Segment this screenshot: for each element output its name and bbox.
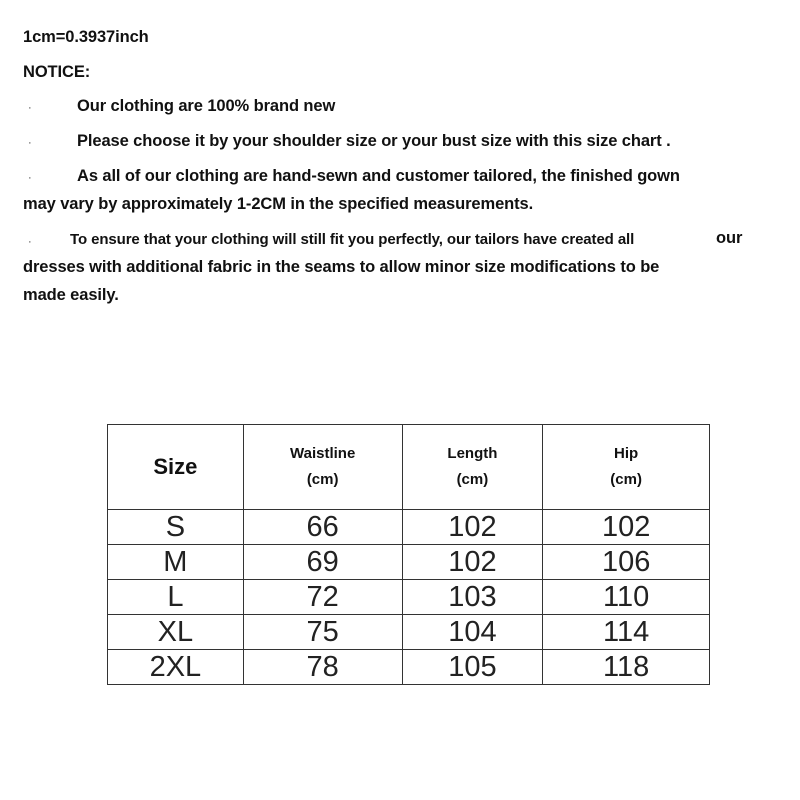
cell-waistline: 72 xyxy=(243,580,402,615)
notice-line-choose-size: Please choose it by your shoulder size or your bust size with this size chart . xyxy=(77,132,671,150)
header-waistline xyxy=(243,425,402,510)
cell-size: 2XL xyxy=(108,650,244,685)
cell-length: 105 xyxy=(402,650,543,685)
table-row xyxy=(108,545,710,580)
notice-line-handsewn-cont: may vary by approximately 1-2CM in the specified measurements. xyxy=(23,195,534,213)
cell-waistline: 69 xyxy=(243,545,402,580)
cell-hip: 114 xyxy=(543,615,710,650)
bullet: · xyxy=(28,102,32,114)
cell-size: L xyxy=(108,580,244,615)
header-length xyxy=(402,425,543,510)
bullet: · xyxy=(28,137,32,149)
table-row xyxy=(108,650,710,685)
notice-line-fit-end: our xyxy=(716,229,743,247)
table-row xyxy=(108,615,710,650)
notice-line-fit: To ensure that your clothing will still fit you perfectly, our tailors have created all xyxy=(70,231,635,248)
bullet: · xyxy=(28,172,32,184)
cell-hip: 118 xyxy=(543,650,710,685)
cell-size: XL xyxy=(108,615,244,650)
cell-length: 103 xyxy=(402,580,543,615)
table-header-row xyxy=(108,425,710,510)
cell-hip: 106 xyxy=(543,545,710,580)
header-hip-unit: (cm) xyxy=(610,471,642,488)
table-row xyxy=(108,510,710,545)
bullet: · xyxy=(28,236,32,248)
header-size: Size xyxy=(108,425,244,510)
cell-size: S xyxy=(108,510,244,545)
cell-hip: 110 xyxy=(543,580,710,615)
cell-waistline: 66 xyxy=(243,510,402,545)
header-length-unit: (cm) xyxy=(456,471,489,488)
size-chart-table xyxy=(107,424,710,685)
notice-title: NOTICE: xyxy=(23,63,91,81)
header-waistline-label: Waistline xyxy=(290,445,356,462)
unit-conversion: 1cm=0.3937inch xyxy=(23,28,149,46)
header-hip xyxy=(543,425,710,510)
notice-line-fit-end-line: made easily. xyxy=(23,286,119,304)
cell-waistline: 78 xyxy=(243,650,402,685)
cell-size: M xyxy=(108,545,244,580)
table-row xyxy=(108,580,710,615)
cell-length: 104 xyxy=(402,615,543,650)
cell-hip: 102 xyxy=(543,510,710,545)
notice-line-brand-new: Our clothing are 100% brand new xyxy=(77,97,336,115)
cell-length: 102 xyxy=(402,545,543,580)
header-hip-label: Hip xyxy=(614,445,639,462)
cell-waistline: 75 xyxy=(243,615,402,650)
header-waistline-unit: (cm) xyxy=(306,471,339,488)
cell-length: 102 xyxy=(402,510,543,545)
notice-line-fit-cont: dresses with additional fabric in the seams to allow minor size modifications to be xyxy=(23,258,660,276)
header-length-label: Length xyxy=(447,445,498,462)
notice-line-handsewn: As all of our clothing are hand-sewn and customer tailored, the finished gown xyxy=(77,167,680,185)
